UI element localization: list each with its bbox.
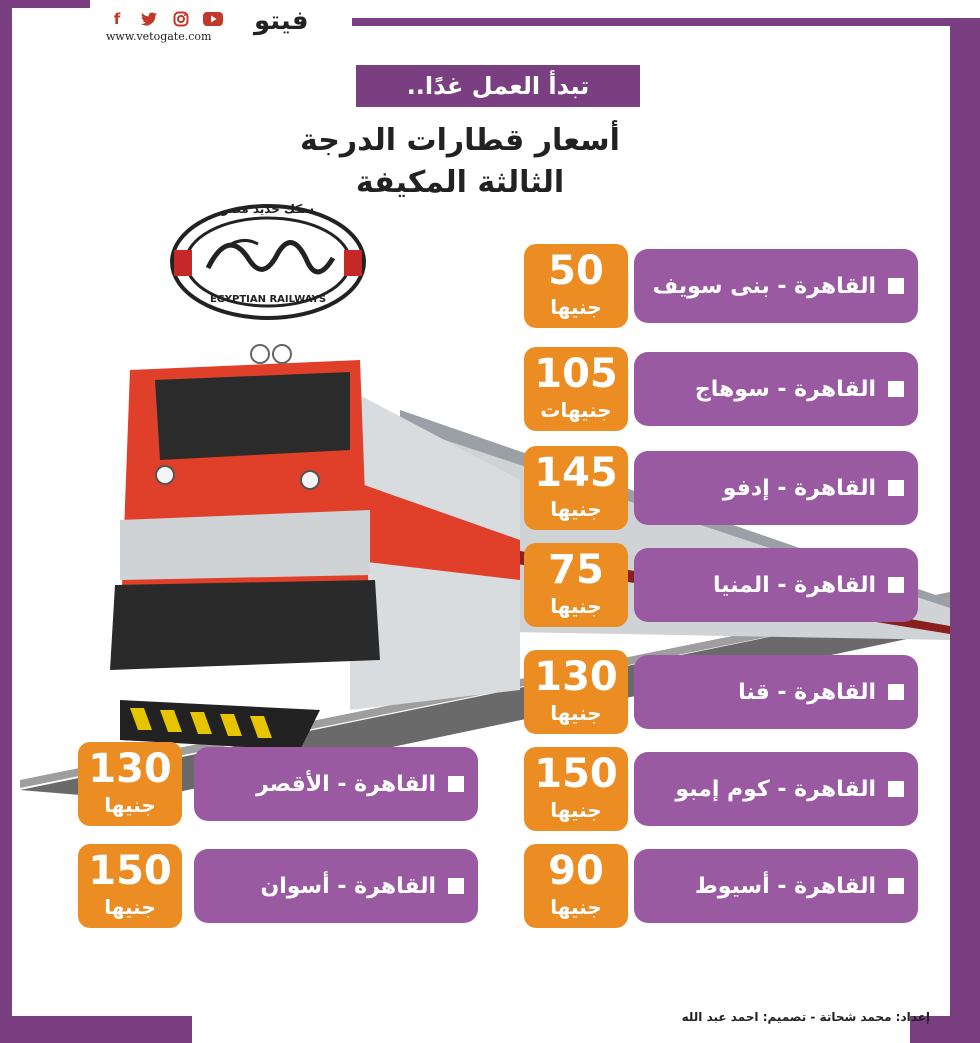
bullet-square-icon: [448, 776, 464, 792]
route-name: القاهرة - المنيا: [712, 572, 876, 598]
frame-left: [0, 0, 12, 1043]
route-name: القاهرة - الأقصر: [256, 771, 436, 797]
price-currency: جنيها: [550, 295, 602, 319]
price-value: 130: [534, 654, 618, 700]
frame-right: [950, 18, 980, 1043]
price-badge: [78, 844, 182, 928]
route-name: القاهرة - سوهاج: [694, 376, 876, 402]
price-currency: جنيها: [104, 895, 156, 919]
social-links: [106, 10, 224, 28]
title-line-1: أسعار قطارات الدرجة: [300, 123, 620, 158]
emblem-arabic-text: سكك حديد مصر: [221, 202, 315, 216]
price-badge: [524, 844, 628, 928]
price-value: 150: [88, 848, 172, 894]
price-currency: جنيها: [104, 793, 156, 817]
price-value: 90: [548, 848, 604, 894]
price-badge: [524, 747, 628, 831]
price-value: 75: [548, 547, 604, 593]
price-badge: [524, 244, 628, 328]
route-name: القاهرة - بنى سويف: [652, 273, 876, 299]
route-name: القاهرة - قنا: [738, 679, 876, 705]
price-currency: جنيها: [550, 895, 602, 919]
route-name: القاهرة - أسوان: [260, 873, 436, 899]
credits: إعداد: محمد شحاتة - تصميم: احمد عبد الله: [681, 1010, 930, 1024]
price-badge: [524, 650, 628, 734]
header: [96, 6, 346, 46]
route-pill: [194, 747, 478, 821]
route-pill: [634, 352, 918, 426]
website-url[interactable]: www.vetogate.com: [106, 30, 212, 43]
bullet-square-icon: [888, 577, 904, 593]
frame-bottom-left: [0, 1016, 192, 1043]
bullet-square-icon: [448, 878, 464, 894]
route-name: القاهرة - أسيوط: [694, 873, 876, 899]
price-value: 130: [88, 746, 172, 792]
route-pill: [634, 849, 918, 923]
price-value: 50: [548, 248, 604, 294]
frame-top-left: [0, 0, 90, 8]
route-pill: [634, 548, 918, 622]
bullet-square-icon: [888, 278, 904, 294]
bullet-square-icon: [888, 781, 904, 797]
price-currency: جنيها: [550, 798, 602, 822]
price-value: 145: [534, 450, 618, 496]
bullet-square-icon: [888, 684, 904, 700]
brand-logo: فيتو: [254, 6, 309, 36]
price-value: 150: [534, 751, 618, 797]
railways-emblem: [168, 198, 368, 324]
twitter-icon[interactable]: [138, 10, 160, 28]
bullet-square-icon: [888, 878, 904, 894]
route-pill: [194, 849, 478, 923]
price-badge: [524, 347, 628, 431]
price-badge: [524, 446, 628, 530]
price-badge: [78, 742, 182, 826]
route-name: القاهرة - إدفو: [722, 475, 876, 501]
bullet-square-icon: [888, 381, 904, 397]
page-title: [240, 120, 680, 204]
route-pill: [634, 752, 918, 826]
instagram-icon[interactable]: [170, 10, 192, 28]
price-currency: جنيها: [550, 701, 602, 725]
price-badge: [524, 543, 628, 627]
route-name: القاهرة - كوم إمبو: [675, 776, 876, 802]
price-value: 105: [534, 351, 618, 397]
title-line-2: الثالثة المكيفة: [355, 165, 565, 200]
facebook-icon[interactable]: f: [113, 10, 121, 28]
emblem-english-text: EGYPTIAN RAILWAYS: [209, 294, 327, 305]
price-currency: جنيها: [550, 497, 602, 521]
route-pill: [634, 249, 918, 323]
youtube-icon[interactable]: [202, 10, 224, 28]
frame-top: [352, 18, 980, 26]
price-currency: جنيها: [550, 594, 602, 618]
kicker-banner: تبدأ العمل غدًا..: [356, 65, 640, 107]
route-pill: [634, 451, 918, 525]
bullet-square-icon: [888, 480, 904, 496]
route-pill: [634, 655, 918, 729]
price-currency: جنيهات: [540, 398, 612, 422]
